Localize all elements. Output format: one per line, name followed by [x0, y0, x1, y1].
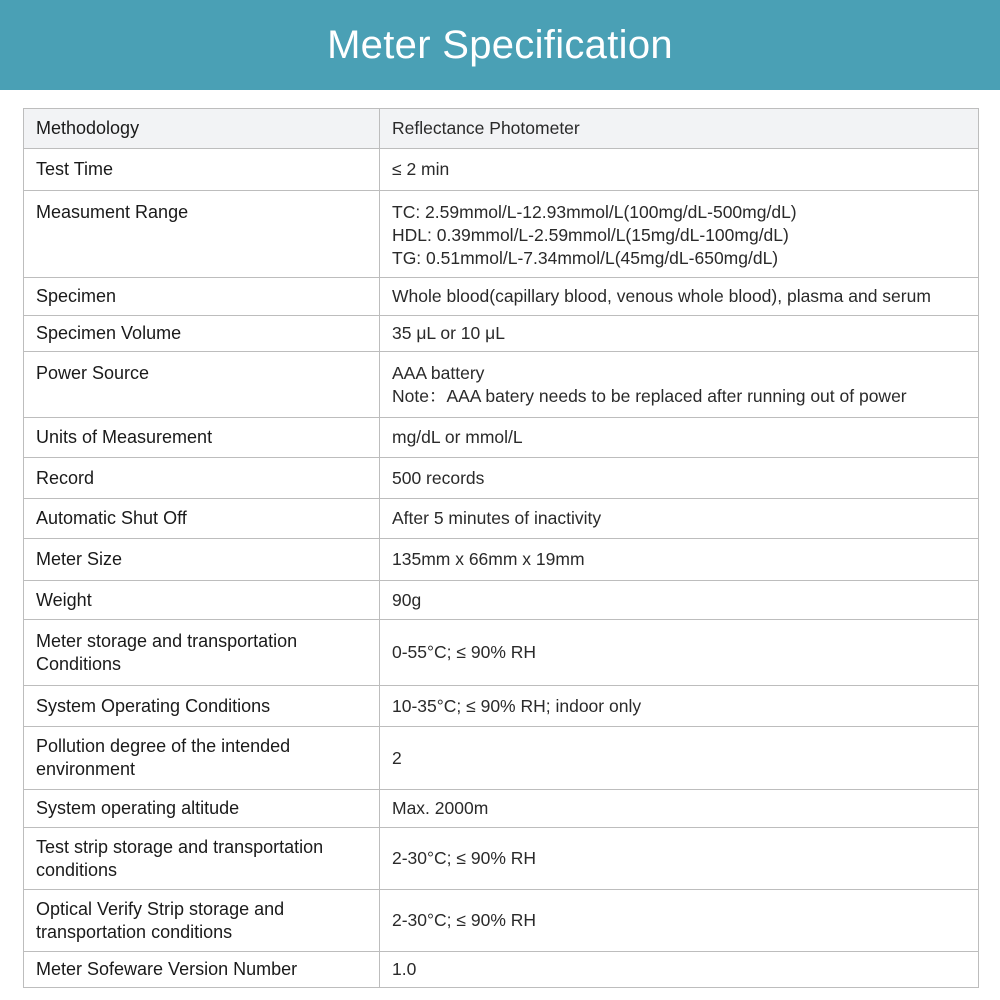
spec-row [24, 581, 979, 620]
spec-row [24, 418, 979, 458]
page-title: Meter Specification [327, 22, 673, 67]
spec-value [380, 191, 979, 278]
spec-label: Units of Measurement [24, 418, 380, 458]
spec-value [380, 418, 979, 458]
spec-row [24, 458, 979, 499]
spec-label: Methodology [24, 109, 380, 149]
spec-value-line: 10-35°C; ≤ 90% RH; indoor only [392, 695, 642, 716]
spec-value-line: HDL: 0.39mmol/L-2.59mmol/L(15mg/dL-100mg/dL) [392, 225, 789, 245]
spec-row [24, 278, 979, 316]
spec-row [24, 890, 979, 952]
spec-row [24, 109, 979, 149]
spec-value [380, 890, 979, 952]
spec-value-line: After 5 minutes of inactivity [392, 508, 602, 528]
spec-value-line: Note：AAA batery needs to be replaced after running out of power [392, 386, 907, 406]
spec-value [380, 352, 979, 418]
spec-value [380, 109, 979, 149]
spec-value [380, 581, 979, 620]
spec-label: Meter Sofeware Version Number [24, 952, 380, 988]
spec-label: Specimen [24, 278, 380, 316]
spec-table-body [24, 109, 979, 988]
spec-label: Meter storage and transportation Conditions [24, 620, 380, 686]
spec-label: System operating altitude [24, 790, 380, 828]
spec-row [24, 352, 979, 418]
spec-label: Pollution degree of the intended environment [24, 727, 380, 790]
spec-label: Measument Range [24, 191, 380, 278]
spec-row [24, 686, 979, 727]
spec-row [24, 539, 979, 581]
spec-label: Power Source [24, 352, 380, 418]
spec-value [380, 727, 979, 790]
spec-value-line: 1.0 [392, 959, 417, 979]
spec-value-line: 500 records [392, 467, 485, 488]
spec-row [24, 790, 979, 828]
spec-row [24, 499, 979, 539]
spec-label: Weight [24, 581, 380, 620]
spec-value-line: 90g [392, 589, 422, 610]
spec-row [24, 191, 979, 278]
header-banner [0, 0, 1000, 90]
spec-label: Test strip storage and transportation conditions [24, 828, 380, 890]
spec-row [24, 952, 979, 988]
spec-label: Record [24, 458, 380, 499]
spec-value-line: 35 μL or 10 μL [392, 323, 505, 343]
spec-value-line: 0-55°C; ≤ 90% RH [392, 642, 537, 662]
spec-value-line: TG: 0.51mmol/L-7.34mmol/L(45mg/dL-650mg/dL) [392, 248, 779, 268]
spec-table [23, 108, 979, 988]
spec-row [24, 620, 979, 686]
spec-value [380, 686, 979, 727]
spec-row [24, 828, 979, 890]
spec-label: Automatic Shut Off [24, 499, 380, 539]
spec-value-line: TC: 2.59mmol/L-12.93mmol/L(100mg/dL-500mg/dL) [392, 202, 797, 222]
spec-value-line: 2 [392, 747, 402, 768]
spec-value [380, 790, 979, 828]
spec-value [380, 620, 979, 686]
spec-value-line: 2-30°C; ≤ 90% RH [392, 910, 537, 930]
spec-value [380, 499, 979, 539]
spec-value-line: ≤ 2 min [392, 159, 450, 179]
spec-row [24, 149, 979, 191]
spec-label: Specimen Volume [24, 316, 380, 352]
spec-value [380, 149, 979, 191]
spec-row [24, 727, 979, 790]
spec-value-line: Reflectance Photometer [392, 118, 580, 138]
spec-label: System Operating Conditions [24, 686, 380, 727]
spec-value [380, 539, 979, 581]
spec-value [380, 828, 979, 890]
spec-value-line: 2-30°C; ≤ 90% RH [392, 848, 537, 868]
spec-value-line: AAA battery [392, 363, 485, 383]
spec-label: Meter Size [24, 539, 380, 581]
spec-row [24, 316, 979, 352]
spec-value [380, 278, 979, 316]
spec-value [380, 458, 979, 499]
spec-label: Optical Verify Strip storage and transportation conditions [24, 890, 380, 952]
spec-value [380, 316, 979, 352]
spec-value [380, 952, 979, 988]
spec-label: Test Time [24, 149, 380, 191]
spec-value-line: Whole blood(capillary blood, venous whole blood), plasma and serum [392, 286, 931, 306]
spec-value-line: mg/dL or mmol/L [392, 427, 523, 447]
spec-value-line: Max. 2000m [392, 798, 489, 818]
spec-value-line: 135mm x 66mm x 19mm [392, 549, 585, 569]
